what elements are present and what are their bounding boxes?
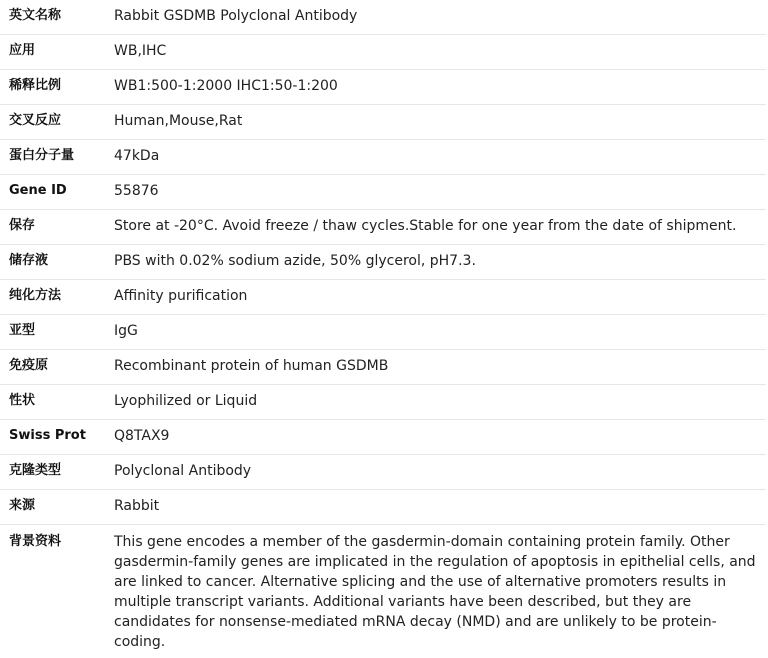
spec-row-clonality [0,455,766,490]
spec-value-background: This gene encodes a member of the gasdermin-domain containing protein family. Other gasdermin-family genes are implicated in the regulation of apoptosis in epithelial cells, and are linked to cancer. Alternative splicing and the use of alternative promoters results in multiple transcript variants. Additional variants have been described, but they are candidates for nonsense-mediated mRNA decay (NMD) and are unlikely to be protein-coding. [108,525,766,658]
spec-label: 稀释比例 [0,70,108,105]
spec-row-english-name [0,0,766,35]
spec-row-swiss-prot [0,420,766,455]
spec-value: PBS with 0.02% sodium azide, 50% glycerol, pH7.3. [108,245,766,280]
spec-label: 保存 [0,210,108,245]
spec-label: Swiss Prot [0,420,108,455]
spec-label: 蛋白分子量 [0,140,108,175]
spec-label: 应用 [0,35,108,70]
spec-value: WB1:500-1:2000 IHC1:50-1:200 [108,70,766,105]
spec-label: 交叉反应 [0,105,108,140]
spec-row-form [0,385,766,420]
spec-row-storage [0,210,766,245]
spec-row-immunogen [0,350,766,385]
spec-label: 免疫原 [0,350,108,385]
spec-row-host [0,490,766,525]
spec-value: Rabbit [108,490,766,525]
spec-row-reactivity [0,105,766,140]
spec-value: Polyclonal Antibody [108,455,766,490]
spec-label: 亚型 [0,315,108,350]
spec-label: 储存液 [0,245,108,280]
spec-value: Affinity purification [108,280,766,315]
spec-value: Q8TAX9 [108,420,766,455]
spec-value: 47kDa [108,140,766,175]
spec-row-purification [0,280,766,315]
spec-label: 性状 [0,385,108,420]
spec-value: Human,Mouse,Rat [108,105,766,140]
spec-row-background [0,525,766,658]
spec-row-molecular-weight [0,140,766,175]
spec-value: 55876 [108,175,766,210]
spec-label: 英文名称 [0,0,108,35]
spec-row-isotype [0,315,766,350]
spec-value: WB,IHC [108,35,766,70]
spec-label: Gene ID [0,175,108,210]
spec-row-dilution [0,70,766,105]
spec-row-gene-id [0,175,766,210]
spec-value: Store at -20°C. Avoid freeze / thaw cycles.Stable for one year from the date of shipment. [108,210,766,245]
spec-row-buffer [0,245,766,280]
spec-value: IgG [108,315,766,350]
spec-value: Recombinant protein of human GSDMB [108,350,766,385]
spec-label: 纯化方法 [0,280,108,315]
spec-label: 来源 [0,490,108,525]
spec-row-application [0,35,766,70]
spec-label: 背景资料 [0,525,108,658]
spec-label: 克隆类型 [0,455,108,490]
spec-value: Rabbit GSDMB Polyclonal Antibody [108,0,766,35]
spec-value: Lyophilized or Liquid [108,385,766,420]
